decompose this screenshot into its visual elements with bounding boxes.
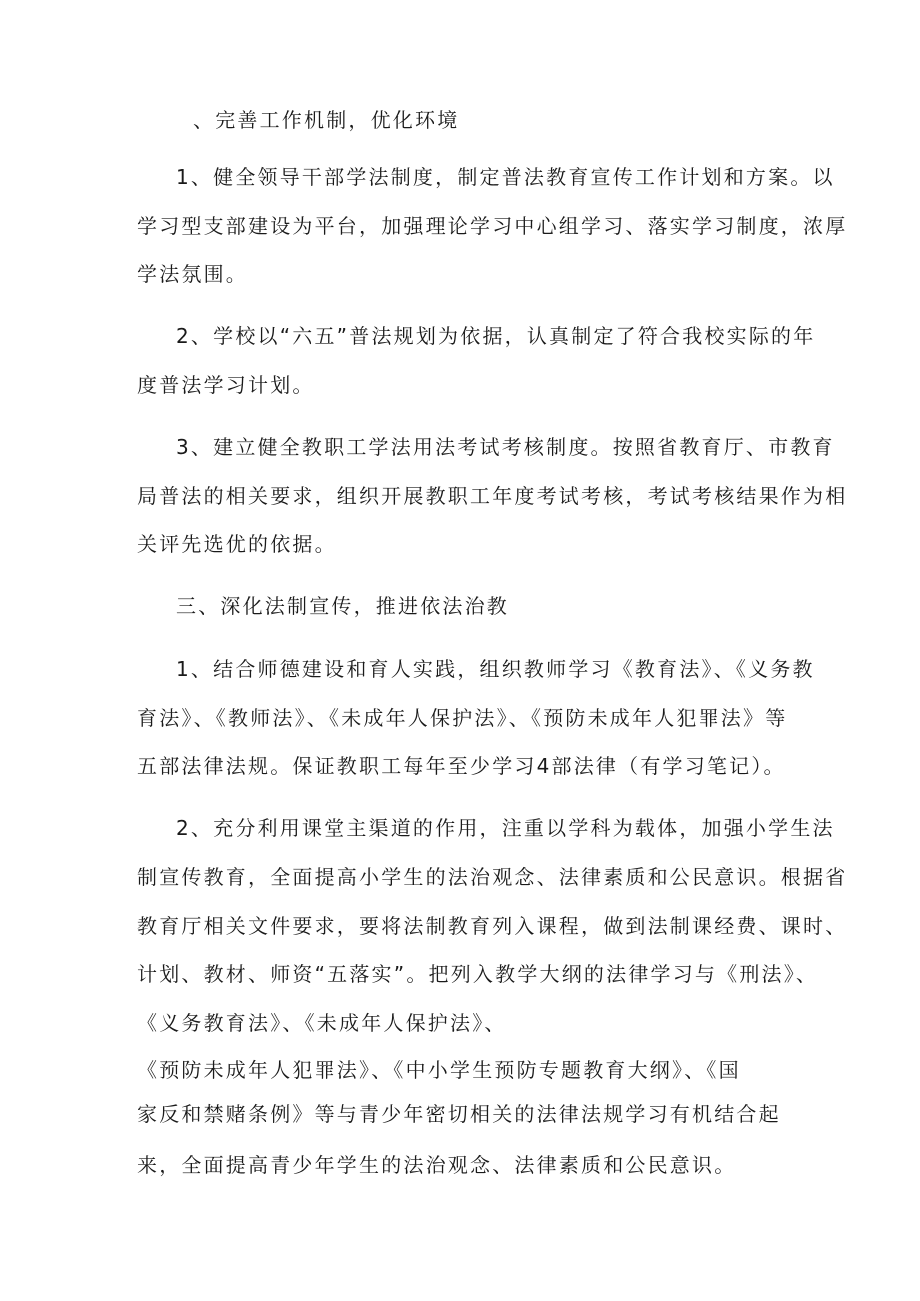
paragraph-line: 局普法的相关要求，组织开展教职工年度考试考核，考试考核结果作为相 (137, 484, 848, 508)
paragraph-line: 五部法律法规。保证教职工每年至少学习4部法律（有学习笔记）。 (137, 754, 786, 778)
section-heading: 、完善工作机制，优化环境 (193, 108, 460, 132)
paragraph-line: 2、充分利用课堂主渠道的作用，注重以学科为载体，加强小学生法 (176, 816, 835, 840)
paragraph-line: 育法》、《教师法》、《未成年人保护法》、《预防未成年人犯罪法》等 (137, 706, 788, 730)
paragraph-line: 《预防未成年人犯罪法》、《中小学生预防专题教育大纲》、《国 (137, 1058, 741, 1082)
paragraph-line: 教育厅相关文件要求，要将法制教育列入课程，做到法制课经费、课时、 (137, 914, 848, 938)
paragraph-line: 1、结合师德建设和育人实践，组织教师学习《教育法》、《义务教 (176, 657, 815, 681)
paragraph-line: 学法氛围。 (137, 262, 248, 286)
section-heading: 三、深化法制宣传，推进依法治教 (176, 594, 509, 618)
paragraph-line: 来，全面提高青少年学生的法治观念、法律素质和公民意识。 (137, 1153, 737, 1177)
paragraph-line: 计划、教材、师资“五落实”。把列入教学大纲的法律学习与《刑法》、 (137, 962, 819, 986)
paragraph-line: 关评先选优的依据。 (137, 532, 337, 556)
paragraph-line: 学习型支部建设为平台，加强理论学习中心组学习、落实学习制度，浓厚 (137, 214, 848, 238)
paragraph-line: 制宣传教育，全面提高小学生的法治观念、法律素质和公民意识。根据省 (137, 865, 848, 889)
paragraph-line: 《义务教育法》、《未成年人保护法》、 (137, 1011, 507, 1035)
paragraph-line: 2、学校以“六五”普法规划为依据，认真制定了符合我校实际的年 (176, 324, 816, 348)
paragraph-line: 3、建立健全教职工学法用法考试考核制度。按照省教育厅、市教育 (176, 435, 835, 459)
paragraph-line: 1、健全领导干部学法制度，制定普法教育宣传工作计划和方案。以 (176, 165, 835, 189)
paragraph-line: 度普法学习计划。 (137, 373, 315, 397)
paragraph-line: 家反和禁赌条例》等与青少年密切相关的法律法规学习有机结合起 (137, 1102, 781, 1126)
